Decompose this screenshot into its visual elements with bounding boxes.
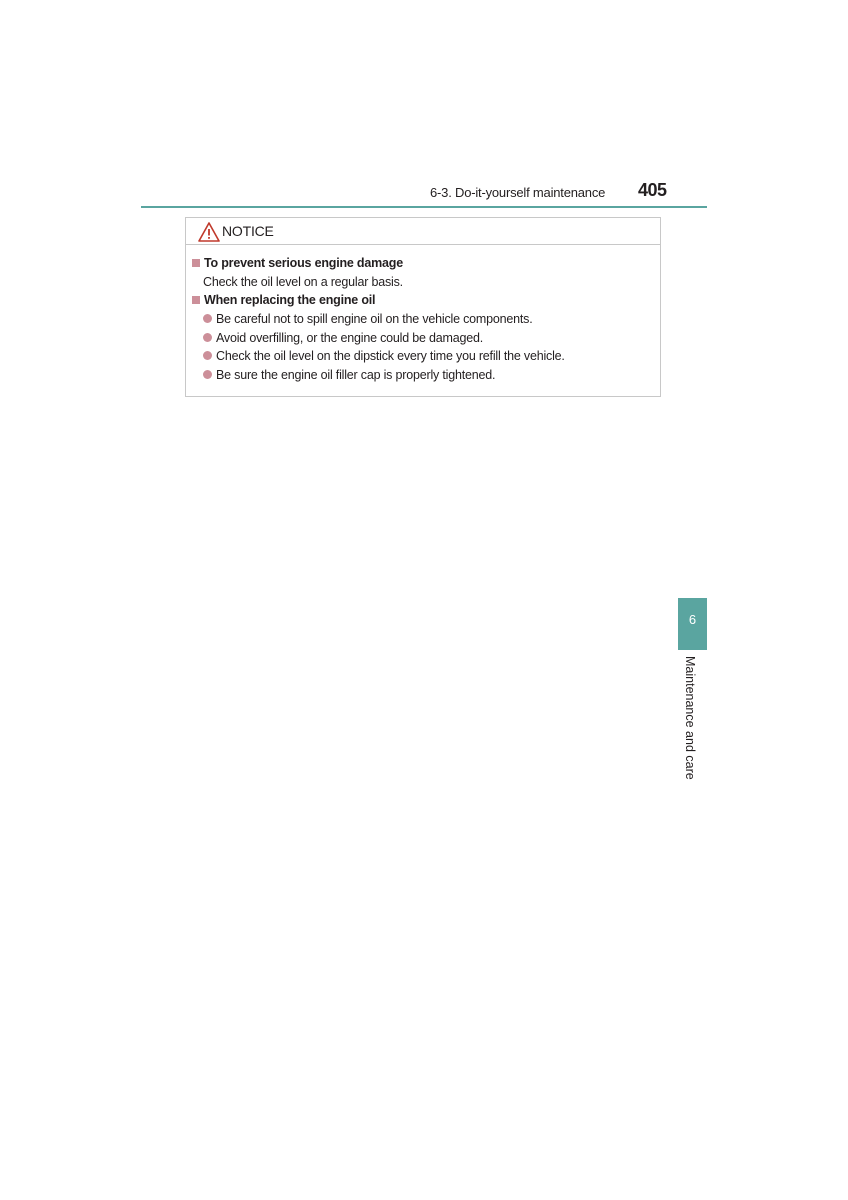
section-heading-text: When replacing the engine oil — [204, 293, 376, 307]
list-item-text: Check the oil level on the dipstick every time you refill the vehicle. — [216, 349, 565, 363]
notice-title: NOTICE — [222, 223, 274, 239]
section-heading — [192, 256, 403, 270]
round-bullet-icon — [203, 333, 212, 342]
list-item — [203, 331, 483, 345]
chapter-tab — [678, 598, 707, 650]
list-item — [203, 349, 565, 363]
section-heading — [192, 293, 375, 307]
section-text: Check the oil level on a regular basis. — [203, 275, 403, 289]
list-item — [203, 368, 495, 382]
notice-header — [186, 218, 660, 245]
list-item-text: Avoid overfilling, or the engine could be damaged. — [216, 331, 484, 345]
list-item-text: Be sure the engine oil filler cap is properly tightened. — [216, 368, 496, 382]
square-bullet-icon — [192, 259, 200, 267]
list-item-text: Be careful not to spill engine oil on the vehicle components. — [216, 312, 533, 326]
square-bullet-icon — [192, 296, 200, 304]
round-bullet-icon — [203, 370, 212, 379]
chapter-number: 6 — [688, 612, 697, 627]
header-rule — [141, 206, 707, 208]
chapter-label: Maintenance and care — [683, 656, 697, 780]
header-section-title: 6-3. Do-it-yourself maintenance — [430, 185, 606, 200]
list-item — [203, 312, 532, 326]
page-number: 405 — [638, 180, 667, 200]
round-bullet-icon — [203, 314, 212, 323]
notice-box — [185, 217, 661, 397]
section-heading-text: To prevent serious engine damage — [204, 256, 403, 270]
warning-triangle-icon — [198, 222, 220, 242]
round-bullet-icon — [203, 351, 212, 360]
